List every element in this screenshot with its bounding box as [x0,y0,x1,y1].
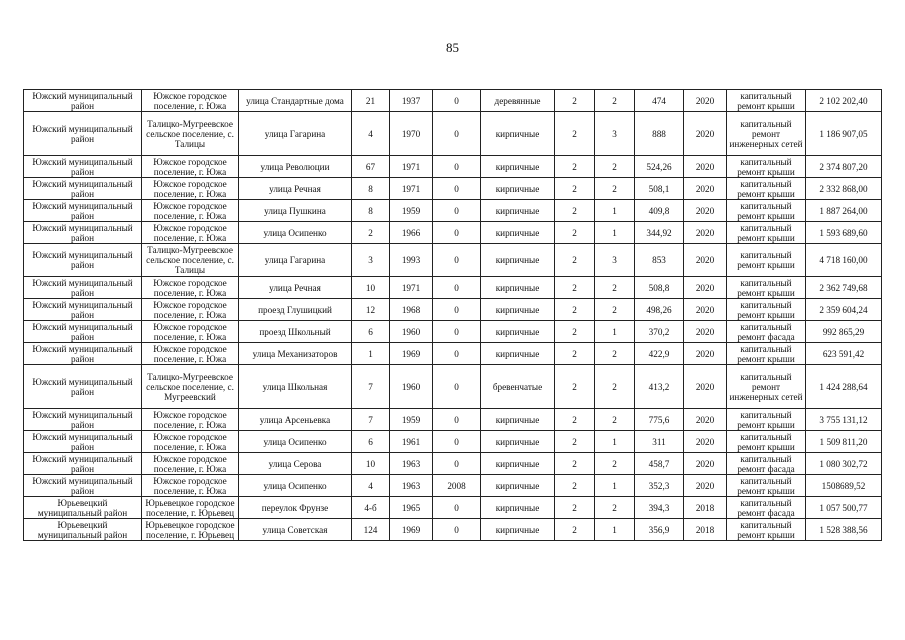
wall-material-cell: кирпичные [481,112,555,156]
municipality-cell: Южский муниципальный район [24,365,142,409]
settlement-cell: Южское городское поселение, г. Южа [142,409,239,431]
year-built-cell: 1959 [390,409,433,431]
cost-cell: 2 359 604,24 [806,299,882,321]
repair-type-cell: капитальный ремонт крыши [727,299,806,321]
house-number-cell: 67 [352,156,390,178]
cost-cell: 1 887 264,00 [806,200,882,222]
repair-type-cell: капитальный ремонт инженерных сетей [727,365,806,409]
repair-type-cell: капитальный ремонт крыши [727,244,806,277]
year-built-cell: 1965 [390,497,433,519]
municipality-cell: Южский муниципальный район [24,222,142,244]
table-row [24,178,882,200]
settlement-cell: Южское городское поселение, г. Южа [142,475,239,497]
repair-type-cell: капитальный ремонт крыши [727,475,806,497]
cost-cell: 2 362 749,68 [806,277,882,299]
floors-cell: 2 [555,365,595,409]
year-built-cell: 1971 [390,156,433,178]
planned-year-cell: 2020 [684,299,727,321]
wall-material-cell: кирпичные [481,343,555,365]
entrances-cell: 2 [595,365,635,409]
wall-material-cell: кирпичные [481,321,555,343]
entrances-cell: 2 [595,156,635,178]
year-built-cell: 1966 [390,222,433,244]
cost-cell: 3 755 131,12 [806,409,882,431]
planned-year-cell: 2020 [684,453,727,475]
planned-year-cell: 2020 [684,365,727,409]
planned-year-cell: 2020 [684,90,727,112]
repair-type-cell: капитальный ремонт фасада [727,453,806,475]
wall-material-cell: кирпичные [481,475,555,497]
wall-material-cell: кирпичные [481,519,555,541]
year-built-cell: 1959 [390,200,433,222]
last-repair-year-cell: 0 [433,277,481,299]
house-number-cell: 1 [352,343,390,365]
floors-cell: 2 [555,453,595,475]
entrances-cell: 3 [595,112,635,156]
area-cell: 370,2 [635,321,684,343]
municipality-cell: Южский муниципальный район [24,453,142,475]
cost-cell: 2 374 807,20 [806,156,882,178]
table-row [24,299,882,321]
settlement-cell: Южское городское поселение, г. Южа [142,200,239,222]
floors-cell: 2 [555,222,595,244]
area-cell: 853 [635,244,684,277]
area-cell: 458,7 [635,453,684,475]
year-built-cell: 1971 [390,178,433,200]
area-cell: 775,6 [635,409,684,431]
repair-type-cell: капитальный ремонт крыши [727,178,806,200]
last-repair-year-cell: 0 [433,343,481,365]
planned-year-cell: 2020 [684,409,727,431]
entrances-cell: 1 [595,431,635,453]
wall-material-cell: деревянные [481,90,555,112]
street-cell: улица Пушкина [239,200,352,222]
cost-cell: 1 509 811,20 [806,431,882,453]
municipality-cell: Южский муниципальный район [24,156,142,178]
last-repair-year-cell: 0 [433,409,481,431]
planned-year-cell: 2020 [684,475,727,497]
table-row [24,409,882,431]
planned-year-cell: 2020 [684,178,727,200]
table-row [24,277,882,299]
table-row [24,343,882,365]
planned-year-cell: 2020 [684,431,727,453]
municipality-cell: Южский муниципальный район [24,475,142,497]
cost-cell: 2 102 202,40 [806,90,882,112]
street-cell: улица Гагарина [239,112,352,156]
table-row [24,453,882,475]
cost-cell: 623 591,42 [806,343,882,365]
floors-cell: 2 [555,519,595,541]
street-cell: улица Революции [239,156,352,178]
house-number-cell: 10 [352,453,390,475]
repair-type-cell: капитальный ремонт крыши [727,90,806,112]
last-repair-year-cell: 2008 [433,475,481,497]
municipality-cell: Южский муниципальный район [24,321,142,343]
planned-year-cell: 2020 [684,222,727,244]
house-number-cell: 7 [352,365,390,409]
area-cell: 344,92 [635,222,684,244]
wall-material-cell: кирпичные [481,156,555,178]
last-repair-year-cell: 0 [433,200,481,222]
area-cell: 356,9 [635,519,684,541]
settlement-cell: Южское городское поселение, г. Южа [142,343,239,365]
wall-material-cell: кирпичные [481,431,555,453]
entrances-cell: 2 [595,90,635,112]
floors-cell: 2 [555,409,595,431]
area-cell: 352,3 [635,475,684,497]
house-number-cell: 8 [352,178,390,200]
year-built-cell: 1963 [390,475,433,497]
street-cell: улица Речная [239,277,352,299]
settlement-cell: Южское городское поселение, г. Южа [142,178,239,200]
table-row [24,519,882,541]
last-repair-year-cell: 0 [433,365,481,409]
area-cell: 311 [635,431,684,453]
floors-cell: 2 [555,497,595,519]
municipality-cell: Южский муниципальный район [24,112,142,156]
wall-material-cell: кирпичные [481,453,555,475]
house-number-cell: 21 [352,90,390,112]
repair-type-cell: капитальный ремонт крыши [727,409,806,431]
entrances-cell: 2 [595,277,635,299]
planned-year-cell: 2020 [684,156,727,178]
house-number-cell: 4 [352,475,390,497]
cost-cell: 1 593 689,60 [806,222,882,244]
cost-cell: 4 718 160,00 [806,244,882,277]
entrances-cell: 2 [595,343,635,365]
planned-year-cell: 2018 [684,519,727,541]
street-cell: улица Серова [239,453,352,475]
street-cell: улица Советская [239,519,352,541]
planned-year-cell: 2018 [684,497,727,519]
street-cell: улица Стандартные дома [239,90,352,112]
settlement-cell: Талицко-Мугреевское сельское поселение, с. Талицы [142,244,239,277]
planned-year-cell: 2020 [684,200,727,222]
house-number-cell: 6 [352,321,390,343]
table-row [24,431,882,453]
year-built-cell: 1968 [390,299,433,321]
house-number-cell: 6 [352,431,390,453]
year-built-cell: 1969 [390,519,433,541]
area-cell: 413,2 [635,365,684,409]
street-cell: улица Арсеньевка [239,409,352,431]
wall-material-cell: кирпичные [481,497,555,519]
table-row [24,200,882,222]
area-cell: 394,3 [635,497,684,519]
street-cell: улица Школьная [239,365,352,409]
floors-cell: 2 [555,200,595,222]
table-row [24,497,882,519]
area-cell: 498,26 [635,299,684,321]
year-built-cell: 1960 [390,321,433,343]
repair-type-cell: капитальный ремонт крыши [727,277,806,299]
entrances-cell: 2 [595,409,635,431]
settlement-cell: Южское городское поселение, г. Южа [142,277,239,299]
settlement-cell: Талицко-Мугреевское сельское поселение, с. Мугреевский [142,365,239,409]
floors-cell: 2 [555,343,595,365]
wall-material-cell: бревенчатые [481,365,555,409]
settlement-cell: Южское городское поселение, г. Южа [142,453,239,475]
floors-cell: 2 [555,90,595,112]
last-repair-year-cell: 0 [433,519,481,541]
year-built-cell: 1993 [390,244,433,277]
wall-material-cell: кирпичные [481,299,555,321]
table-row [24,321,882,343]
year-built-cell: 1961 [390,431,433,453]
table-row [24,156,882,178]
street-cell: улица Осипенко [239,475,352,497]
repair-type-cell: капитальный ремонт фасада [727,321,806,343]
last-repair-year-cell: 0 [433,222,481,244]
municipality-cell: Южский муниципальный район [24,244,142,277]
planned-year-cell: 2020 [684,244,727,277]
last-repair-year-cell: 0 [433,299,481,321]
street-cell: улица Речная [239,178,352,200]
house-number-cell: 10 [352,277,390,299]
area-cell: 422,9 [635,343,684,365]
table-row [24,244,882,277]
year-built-cell: 1960 [390,365,433,409]
floors-cell: 2 [555,156,595,178]
repair-type-cell: капитальный ремонт крыши [727,222,806,244]
municipality-cell: Южский муниципальный район [24,409,142,431]
municipality-cell: Юрьевецкий муниципальный район [24,519,142,541]
repair-type-cell: капитальный ремонт фасада [727,497,806,519]
wall-material-cell: кирпичные [481,244,555,277]
municipality-cell: Южский муниципальный район [24,343,142,365]
last-repair-year-cell: 0 [433,112,481,156]
year-built-cell: 1937 [390,90,433,112]
repair-type-cell: капитальный ремонт инженерных сетей [727,112,806,156]
planned-year-cell: 2020 [684,112,727,156]
floors-cell: 2 [555,277,595,299]
street-cell: улица Осипенко [239,222,352,244]
settlement-cell: Южское городское поселение, г. Южа [142,321,239,343]
floors-cell: 2 [555,475,595,497]
cost-cell: 992 865,29 [806,321,882,343]
house-number-cell: 3 [352,244,390,277]
last-repair-year-cell: 0 [433,431,481,453]
last-repair-year-cell: 0 [433,178,481,200]
table-row [24,112,882,156]
house-number-cell: 8 [352,200,390,222]
last-repair-year-cell: 0 [433,156,481,178]
planned-year-cell: 2020 [684,321,727,343]
cost-cell: 1 057 500,77 [806,497,882,519]
area-cell: 508,1 [635,178,684,200]
housing-repair-table [23,89,882,541]
settlement-cell: Южское городское поселение, г. Южа [142,90,239,112]
municipality-cell: Южский муниципальный район [24,200,142,222]
house-number-cell: 12 [352,299,390,321]
settlement-cell: Юрьевецкое городское поселение, г. Юрьевец [142,497,239,519]
entrances-cell: 1 [595,200,635,222]
cost-cell: 1 528 388,56 [806,519,882,541]
repair-type-cell: капитальный ремонт крыши [727,156,806,178]
wall-material-cell: кирпичные [481,409,555,431]
cost-cell: 1 186 907,05 [806,112,882,156]
last-repair-year-cell: 0 [433,90,481,112]
entrances-cell: 1 [595,321,635,343]
cost-cell: 2 332 868,00 [806,178,882,200]
settlement-cell: Южское городское поселение, г. Южа [142,222,239,244]
municipality-cell: Южский муниципальный район [24,178,142,200]
last-repair-year-cell: 0 [433,453,481,475]
wall-material-cell: кирпичные [481,277,555,299]
repair-type-cell: капитальный ремонт крыши [727,519,806,541]
settlement-cell: Талицко-Мугреевское сельское поселение, с. Талицы [142,112,239,156]
entrances-cell: 2 [595,497,635,519]
table-row [24,222,882,244]
floors-cell: 2 [555,299,595,321]
municipality-cell: Южский муниципальный район [24,299,142,321]
entrances-cell: 2 [595,453,635,475]
cost-cell: 1 080 302,72 [806,453,882,475]
floors-cell: 2 [555,178,595,200]
wall-material-cell: кирпичные [481,178,555,200]
table-row [24,365,882,409]
street-cell: проезд Глушицкий [239,299,352,321]
street-cell: улица Осипенко [239,431,352,453]
table-row [24,90,882,112]
area-cell: 474 [635,90,684,112]
last-repair-year-cell: 0 [433,497,481,519]
repair-type-cell: капитальный ремонт крыши [727,343,806,365]
settlement-cell: Южское городское поселение, г. Южа [142,299,239,321]
house-number-cell: 4-б [352,497,390,519]
year-built-cell: 1969 [390,343,433,365]
year-built-cell: 1970 [390,112,433,156]
municipality-cell: Южский муниципальный район [24,431,142,453]
cost-cell: 1 424 288,64 [806,365,882,409]
page-number: 85 [446,40,459,55]
street-cell: улица Механизаторов [239,343,352,365]
planned-year-cell: 2020 [684,277,727,299]
street-cell: переулок Фрунзе [239,497,352,519]
table-row [24,475,882,497]
wall-material-cell: кирпичные [481,222,555,244]
area-cell: 888 [635,112,684,156]
entrances-cell: 1 [595,519,635,541]
street-cell: улица Гагарина [239,244,352,277]
entrances-cell: 2 [595,178,635,200]
area-cell: 508,8 [635,277,684,299]
wall-material-cell: кирпичные [481,200,555,222]
settlement-cell: Южское городское поселение, г. Южа [142,431,239,453]
repair-type-cell: капитальный ремонт крыши [727,431,806,453]
last-repair-year-cell: 0 [433,244,481,277]
entrances-cell: 3 [595,244,635,277]
settlement-cell: Юрьевецкое городское поселение, г. Юрьевец [142,519,239,541]
area-cell: 524,26 [635,156,684,178]
house-number-cell: 124 [352,519,390,541]
area-cell: 409,8 [635,200,684,222]
year-built-cell: 1963 [390,453,433,475]
house-number-cell: 7 [352,409,390,431]
floors-cell: 2 [555,244,595,277]
house-number-cell: 2 [352,222,390,244]
municipality-cell: Юрьевецкий муниципальный район [24,497,142,519]
floors-cell: 2 [555,112,595,156]
floors-cell: 2 [555,321,595,343]
repair-type-cell: капитальный ремонт крыши [727,200,806,222]
floors-cell: 2 [555,431,595,453]
municipality-cell: Южский муниципальный район [24,90,142,112]
entrances-cell: 2 [595,299,635,321]
settlement-cell: Южское городское поселение, г. Южа [142,156,239,178]
cost-cell: 1508689,52 [806,475,882,497]
municipality-cell: Южский муниципальный район [24,277,142,299]
street-cell: проезд Школьный [239,321,352,343]
entrances-cell: 1 [595,475,635,497]
last-repair-year-cell: 0 [433,321,481,343]
planned-year-cell: 2020 [684,343,727,365]
year-built-cell: 1971 [390,277,433,299]
house-number-cell: 4 [352,112,390,156]
entrances-cell: 1 [595,222,635,244]
